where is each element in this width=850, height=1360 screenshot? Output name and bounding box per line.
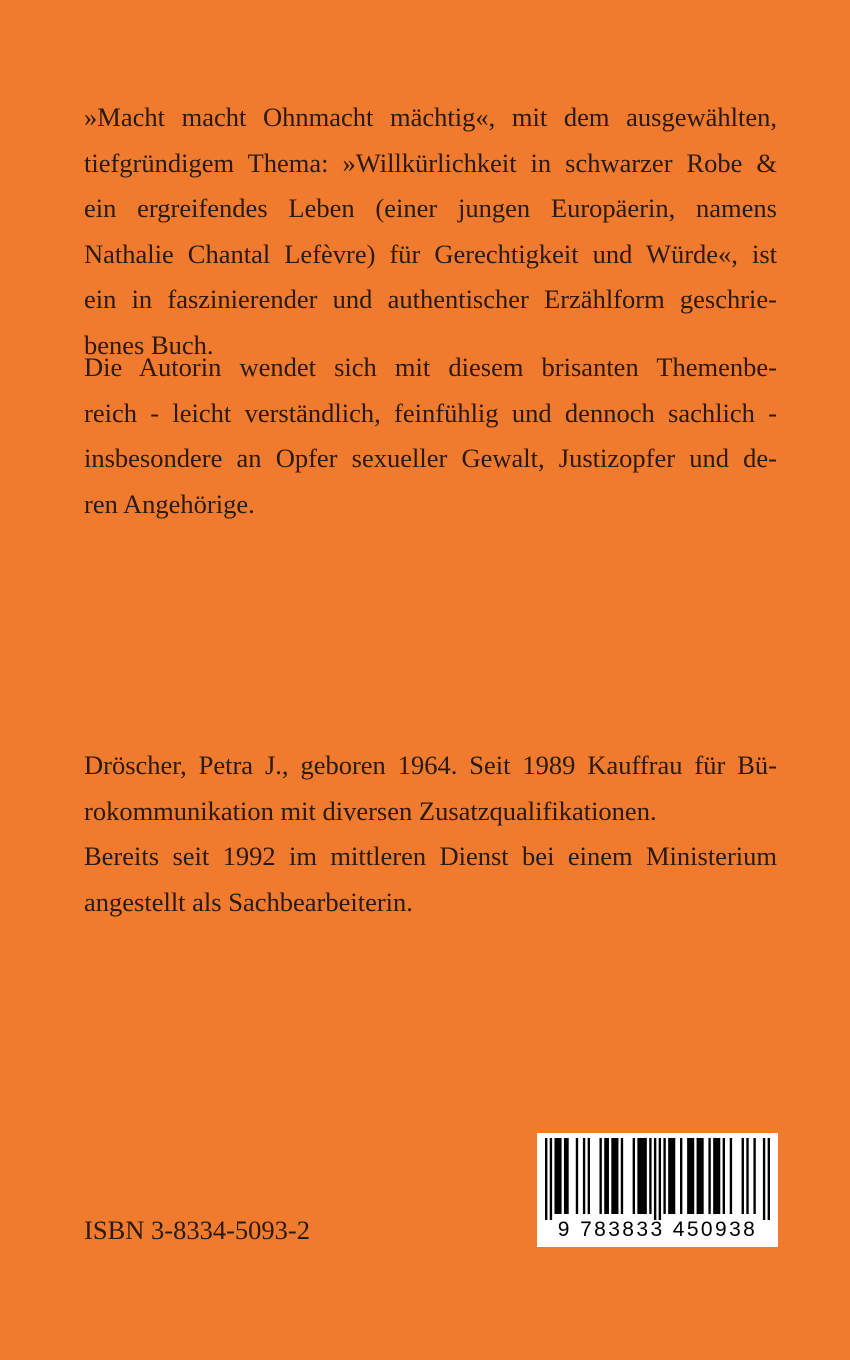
author-bio-paragraph <box>84 743 777 925</box>
barcode-bar <box>545 1138 547 1220</box>
blurb-line: Nathalie Chantal Lefèvre) für Gerechtigkeit und Würde«, ist <box>84 238 777 269</box>
barcode-bar <box>723 1138 725 1214</box>
author-bio-line: Dröscher, Petra J., geboren 1964. Seit 1989 Kauffrau für Bü- <box>84 750 777 780</box>
author-bio-line: angestellt als Sachbearbeiterin. <box>84 886 413 917</box>
barcode-bar <box>550 1138 552 1220</box>
barcode-bar <box>746 1138 748 1214</box>
audience-line: insbesondere an Opfer sexueller Gewalt, Justizopfer und de- <box>84 443 777 473</box>
barcode-bar <box>668 1138 675 1214</box>
blurb-line: ein in faszinierender und authentischer Erzählform geschrie- <box>84 284 777 314</box>
barcode-bar <box>659 1138 661 1220</box>
barcode-bar <box>621 1138 623 1214</box>
barcode-bar <box>576 1138 578 1214</box>
blurb-line: »Macht macht Ohnmacht mächtig«, mit dem ausgewählten, <box>84 102 777 132</box>
barcode-bar <box>611 1138 618 1214</box>
barcode-bar <box>637 1138 646 1214</box>
barcode-bar <box>753 1138 755 1214</box>
barcode-bar <box>604 1138 609 1214</box>
barcode-bar <box>730 1138 732 1214</box>
barcode-bar <box>588 1138 590 1214</box>
barcode-bar <box>697 1138 704 1214</box>
blurb-paragraph <box>84 95 777 368</box>
audience-line: Die Autorin wendet sich mit diesem brisanten Themenbe- <box>84 352 777 382</box>
author-bio-line: Bereits seit 1992 im mittleren Dienst bei einem Ministerium <box>84 841 777 871</box>
barcode-bar <box>649 1138 651 1214</box>
barcode-bar <box>599 1138 601 1214</box>
barcode-bar <box>663 1138 665 1214</box>
barcode-bar <box>708 1138 710 1214</box>
barcode <box>537 1133 778 1247</box>
barcode-bars <box>545 1138 770 1220</box>
barcode-bar <box>554 1138 561 1214</box>
barcode-bar <box>564 1138 569 1214</box>
audience-line: ren Angehörige. <box>84 488 255 519</box>
audience-paragraph <box>84 345 777 527</box>
barcode-bar <box>633 1138 635 1214</box>
barcode-bar <box>763 1138 765 1220</box>
barcode-bar <box>583 1138 585 1214</box>
barcode-bar <box>742 1138 744 1214</box>
blurb-line: benes Buch. <box>84 329 214 360</box>
barcode-bar <box>768 1138 770 1220</box>
audience-line: reich - leicht verständlich, feinfühlig und dennoch sachlich - <box>84 397 777 428</box>
barcode-bar <box>713 1138 720 1214</box>
blurb-line: tiefgründigem Thema: »Willkürlichkeit in schwarzer Robe & <box>84 147 777 178</box>
barcode-digits: 9 783833 450938 <box>557 1218 758 1241</box>
barcode-bar <box>680 1138 682 1214</box>
blurb-line: ein ergreifendes Leben (einer jungen Europäerin, namens <box>84 193 777 223</box>
isbn-text: ISBN 3-8334-5093-2 <box>84 1215 310 1245</box>
author-bio-line: rokommunikation mit diversen Zusatzqualifikationen. <box>84 795 657 826</box>
barcode-bar <box>654 1138 656 1220</box>
barcode-bar <box>687 1138 694 1214</box>
